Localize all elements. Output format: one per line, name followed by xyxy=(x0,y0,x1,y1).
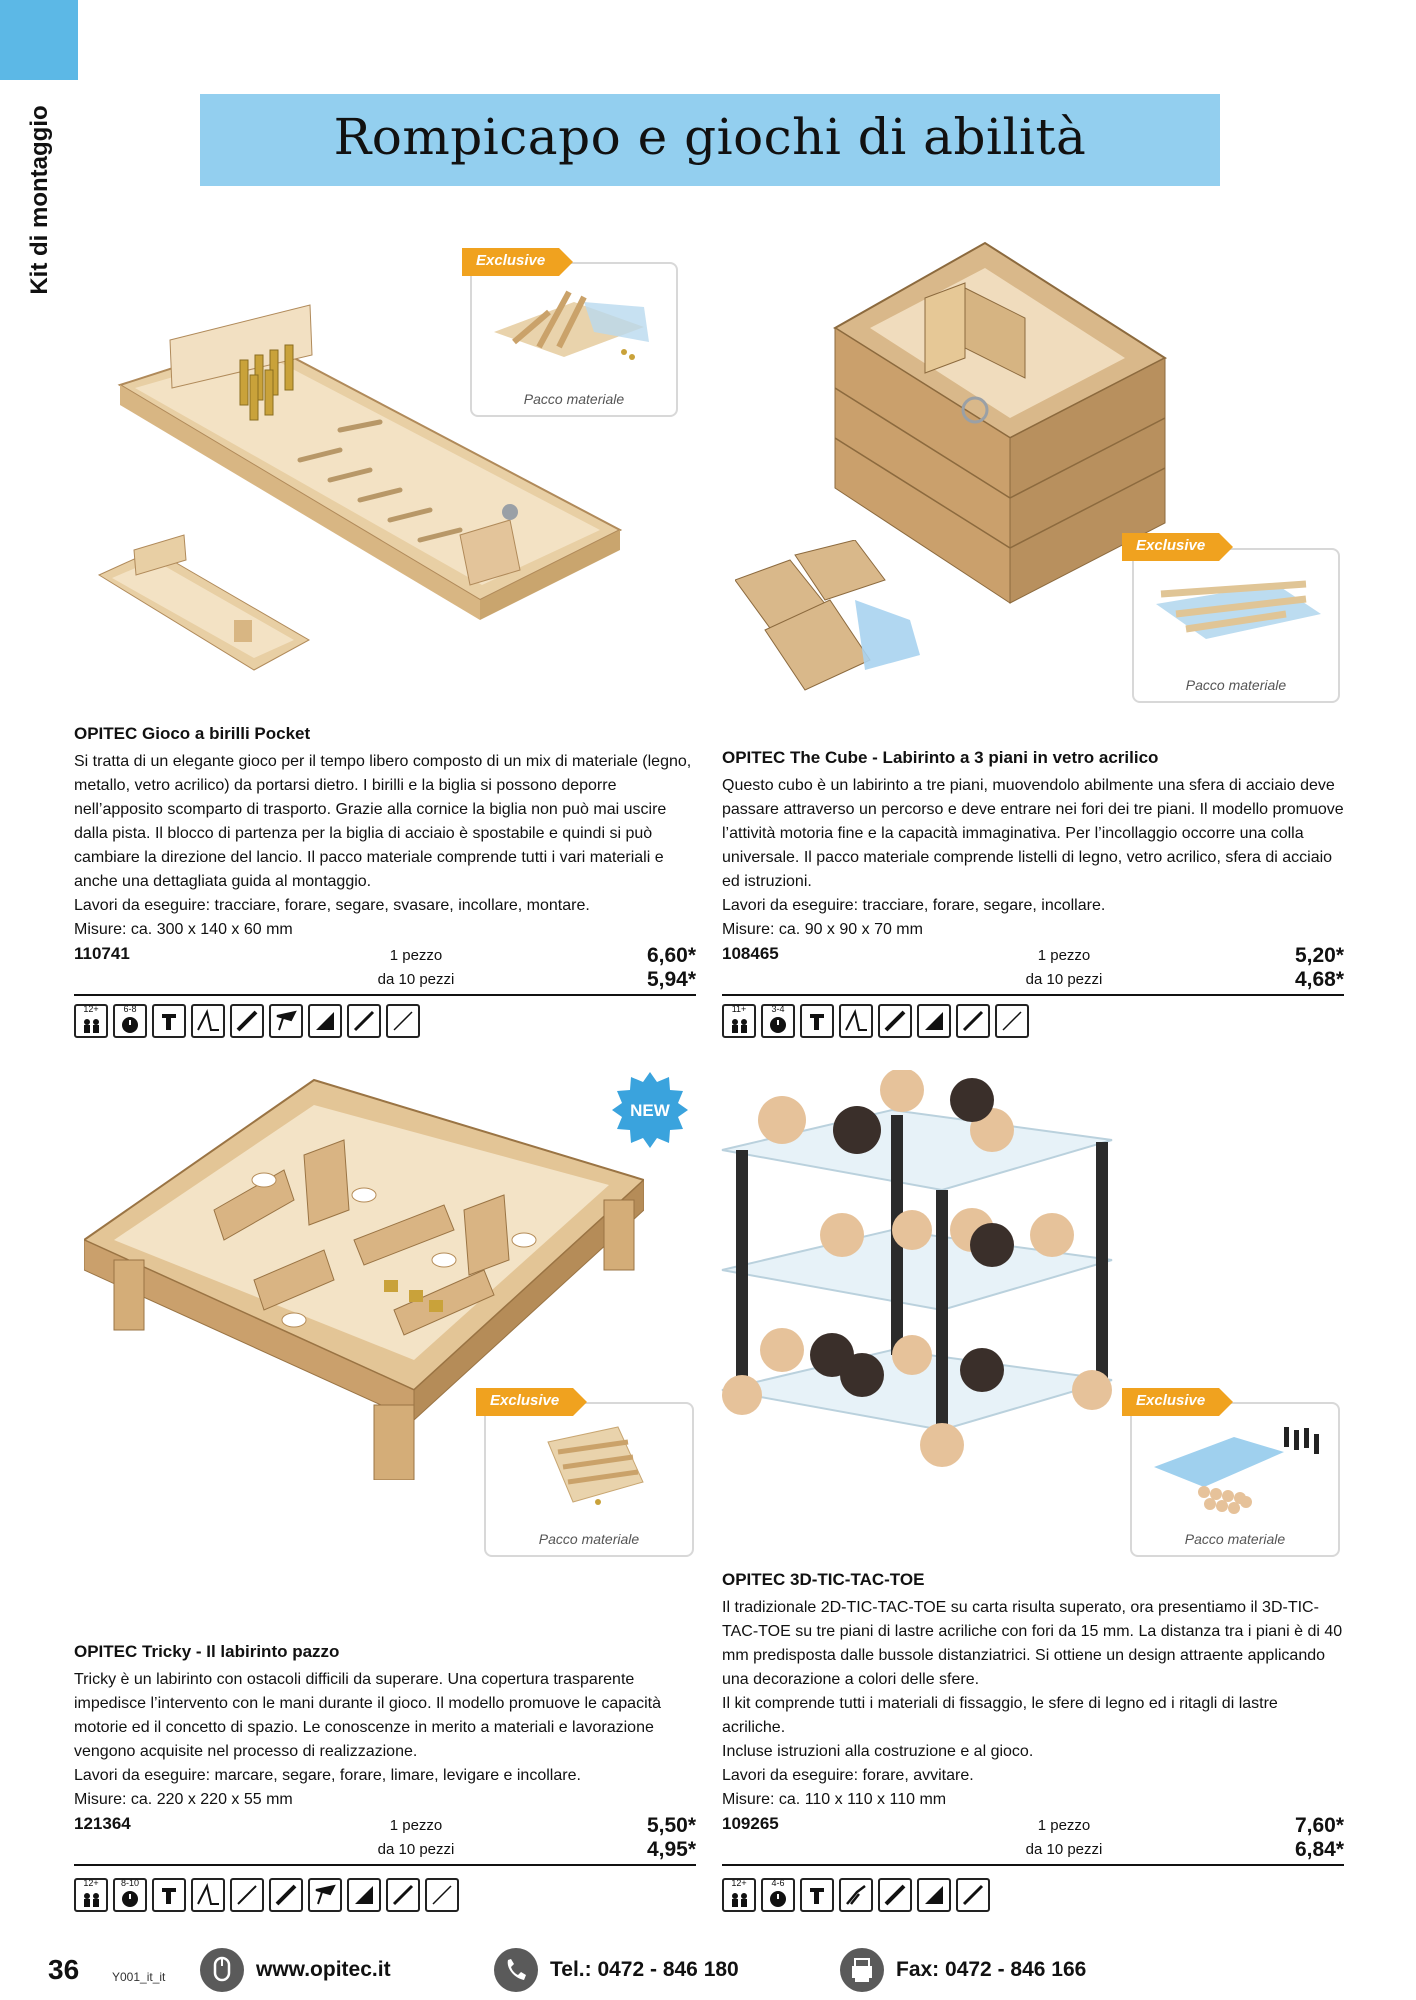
product-photo-cube-layers xyxy=(735,540,925,700)
price-single: 5,50* xyxy=(646,1814,696,1837)
product-code: 110741 xyxy=(74,944,130,963)
drill-icon xyxy=(878,1878,912,1912)
screwdriver-icon xyxy=(386,1004,420,1038)
drill-icon xyxy=(269,1878,303,1912)
drill-icon xyxy=(878,1004,912,1038)
section-tab xyxy=(0,0,78,80)
page-footer xyxy=(0,1940,1416,2000)
age-icon xyxy=(74,1004,108,1038)
material-pack-box-2 xyxy=(1132,548,1340,703)
saw-icon xyxy=(191,1878,225,1912)
material-caption: Pacco materiale xyxy=(538,1531,640,1547)
pencil-mark-icon xyxy=(800,1878,834,1912)
qty-bulk-label: da 10 pezzi xyxy=(1025,971,1103,988)
material-pack-box-3 xyxy=(484,1402,694,1557)
fax-icon xyxy=(840,1948,884,1992)
qty-single-label: 1 pezzo xyxy=(389,947,443,964)
title-banner xyxy=(200,94,1220,186)
price-bulk: 6,84* xyxy=(1294,1838,1344,1861)
product-title: OPITEC 3D-TIC-TAC-TOE xyxy=(722,1570,925,1589)
page-title: Rompicapo e giochi di abilità xyxy=(333,108,1087,166)
page-number: 36 xyxy=(48,1954,80,1985)
product-instructions-note: Incluse istruzioni alla costruzione e al gioco. xyxy=(722,1743,1034,1760)
exclusive-tag: Exclusive xyxy=(476,1388,573,1416)
age-value: 12+ xyxy=(83,1878,99,1888)
hours-value: 4-6 xyxy=(771,1878,785,1888)
qty-single-label: 1 pezzo xyxy=(389,1817,443,1834)
product-title: OPITEC Tricky - Il labirinto pazzo xyxy=(74,1642,340,1661)
product-photo-bowling-small xyxy=(94,530,314,680)
tool-icons-row xyxy=(722,1004,1029,1038)
glue-icon xyxy=(917,1878,951,1912)
product-photo-tic-tac-toe xyxy=(712,1070,1132,1490)
tool-icons-row xyxy=(722,1878,990,1912)
phone-text: Tel.: 0472 - 846 180 xyxy=(550,1958,739,1981)
countersink-icon xyxy=(308,1878,342,1912)
product-block-cube xyxy=(722,748,1344,996)
clock-icon xyxy=(761,1004,795,1038)
product-tasks: Lavori da eseguire: tracciare, forare, segare, svasare, incollare, montare. xyxy=(74,897,590,914)
pencil-mark-icon xyxy=(152,1878,186,1912)
screwdriver-icon xyxy=(425,1878,459,1912)
product-block-tricky xyxy=(74,1642,696,1866)
material-pack-image xyxy=(1134,1412,1334,1522)
price-single: 7,60* xyxy=(1294,1814,1344,1837)
rasp-icon xyxy=(230,1878,264,1912)
qty-bulk-label: da 10 pezzi xyxy=(377,971,455,988)
qty-bulk-label: da 10 pezzi xyxy=(377,1841,455,1858)
age-icon xyxy=(722,1878,756,1912)
price-single: 5,20* xyxy=(1294,944,1344,967)
product-block-tic-tac-toe xyxy=(722,1570,1344,1866)
new-badge xyxy=(612,1072,688,1148)
clock-icon xyxy=(761,1878,795,1912)
drill-icon xyxy=(230,1004,264,1038)
age-value: 12+ xyxy=(83,1004,99,1014)
product-tasks: Lavori da eseguire: tracciare, forare, segare, incollare. xyxy=(722,897,1106,914)
product-dimensions: Misure: ca. 300 x 140 x 60 mm xyxy=(74,921,293,938)
product-description: Tricky è un labirinto con ostacoli difficili da superare. Una copertura trasparente impedisce l’intervento con le mani durante il gioco. Il modello promuove le capacità motorie ed il concetto di spazio. Le conoscenze in merito a materiali e lavorazione vengono acquisite nel processo di realizzazione. xyxy=(74,1671,661,1760)
exclusive-tag: Exclusive xyxy=(1122,1388,1219,1416)
product-code: 121364 xyxy=(74,1814,131,1833)
product-dimensions: Misure: ca. 110 x 110 x 110 mm xyxy=(722,1791,947,1808)
product-dimensions: Misure: ca. 220 x 220 x 55 mm xyxy=(74,1791,293,1808)
screwdriver-icon xyxy=(995,1004,1029,1038)
product-title: OPITEC The Cube - Labirinto a 3 piani in vetro acrilico xyxy=(722,748,1159,767)
fax-contact[interactable] xyxy=(840,1948,1086,1992)
product-title: OPITEC Gioco a birilli Pocket xyxy=(74,724,311,743)
qty-bulk-label: da 10 pezzi xyxy=(1025,1841,1103,1858)
material-caption: Pacco materiale xyxy=(1185,677,1287,693)
tool-icons-row xyxy=(74,1878,459,1912)
age-value: 11+ xyxy=(731,1004,747,1014)
file-icon xyxy=(956,1004,990,1038)
product-tasks: Lavori da eseguire: marcare, segare, forare, limare, levigare e incollare. xyxy=(74,1767,581,1784)
price-single: 6,60* xyxy=(646,944,696,967)
countersink-icon xyxy=(269,1004,303,1038)
pliers-icon xyxy=(839,1878,873,1912)
material-caption: Pacco materiale xyxy=(523,391,625,407)
glue-icon xyxy=(308,1004,342,1038)
price-table xyxy=(74,1814,696,1866)
product-dimensions: Misure: ca. 90 x 90 x 70 mm xyxy=(722,921,923,938)
mouse-icon xyxy=(200,1948,244,1992)
material-caption: Pacco materiale xyxy=(1184,1531,1286,1547)
price-bulk: 4,68* xyxy=(1294,968,1344,991)
pencil-mark-icon xyxy=(800,1004,834,1038)
price-table xyxy=(722,944,1344,996)
product-tasks: Lavori da eseguire: forare, avvitare. xyxy=(722,1767,974,1784)
fax-text: Fax: 0472 - 846 166 xyxy=(896,1958,1087,1981)
tool-icons-row xyxy=(74,1004,420,1038)
pencil-mark-icon xyxy=(152,1004,186,1038)
material-pack-image xyxy=(1136,564,1336,664)
product-description: Si tratta di un elegante gioco per il tempo libero composto di un mix di materiale (legno, metallo, vetro acrilico) da portarsi dietro. I birilli e la biglia si possono deporre nell’apposito scomparto di trasporto. Grazie alla cornice la biglia non può mai uscire dalla pista. Il blocco di partenza per la biglia di acciaio è spostabile e quindi si può cambiare la direzione del lancio. Il pacco materiale comprende tutti i vari materiali e anche una dettagliata guida al montaggio. xyxy=(74,753,692,890)
new-badge-label: NEW xyxy=(630,1101,670,1120)
phone-icon xyxy=(494,1948,538,1992)
product-description: Questo cubo è un labirinto a tre piani, muovendolo abilmente una sfera di acciaio deve passare attraverso un percorso e deve entrare nei fori dei tre piani. Il modello promuove l’attività motoria fine e la capacità immaginativa. Per l’incollaggio occorre una colla universale. Il pacco materiale comprende listelli di legno, vetro acrilico, sfera di acciaio ed istruzioni. xyxy=(722,777,1344,890)
product-kit-contents: Il kit comprende tutti i materiali di fissaggio, le sfere di legno ed i ritagli di lastre acriliche. xyxy=(722,1695,1278,1736)
product-description: Il tradizionale 2D-TIC-TAC-TOE su carta risulta superato, ora presentiamo il 3D-TIC-TAC-TOE su tre piani di lastre acriliche con fori da 15 mm. La distanza tra i piani è di 40 mm predisposta dalle bussole distanziatrici. Si ottiene un design attraente applicando una decorazione a colori delle sfere. xyxy=(722,1599,1343,1688)
glue-icon xyxy=(347,1878,381,1912)
saw-icon xyxy=(839,1004,873,1038)
product-block-bowling xyxy=(74,724,696,996)
age-icon xyxy=(74,1878,108,1912)
price-table xyxy=(74,944,696,996)
qty-single-label: 1 pezzo xyxy=(1037,947,1091,964)
material-pack-image xyxy=(488,1412,688,1522)
section-label: Kit di montaggio xyxy=(26,105,53,295)
material-pack-box-1 xyxy=(470,262,678,417)
product-code: 108465 xyxy=(722,944,779,963)
edition-code: Y001_it_it xyxy=(112,1970,166,1984)
age-value: 12+ xyxy=(731,1878,747,1888)
price-table xyxy=(722,1814,1344,1866)
hours-value: 3-4 xyxy=(771,1004,785,1014)
age-icon xyxy=(722,1004,756,1038)
file-icon xyxy=(386,1878,420,1912)
hours-value: 8-10 xyxy=(120,1878,139,1888)
glue-icon xyxy=(917,1004,951,1038)
qty-single-label: 1 pezzo xyxy=(1037,1817,1091,1834)
exclusive-tag: Exclusive xyxy=(1122,533,1219,561)
clock-icon xyxy=(113,1004,147,1038)
material-pack-image xyxy=(474,272,674,382)
website-link[interactable] xyxy=(200,1948,391,1992)
exclusive-tag: Exclusive xyxy=(462,248,559,276)
hours-value: 6-8 xyxy=(123,1004,137,1014)
saw-icon xyxy=(191,1004,225,1038)
website-text: www.opitec.it xyxy=(256,1958,391,1981)
price-bulk: 5,94* xyxy=(646,968,696,991)
screwdriver-icon xyxy=(956,1878,990,1912)
material-pack-box-4 xyxy=(1130,1402,1340,1557)
file-icon xyxy=(347,1004,381,1038)
product-code: 109265 xyxy=(722,1814,779,1833)
phone-contact[interactable] xyxy=(494,1948,739,1992)
clock-icon xyxy=(113,1878,147,1912)
price-bulk: 4,95* xyxy=(646,1838,696,1861)
